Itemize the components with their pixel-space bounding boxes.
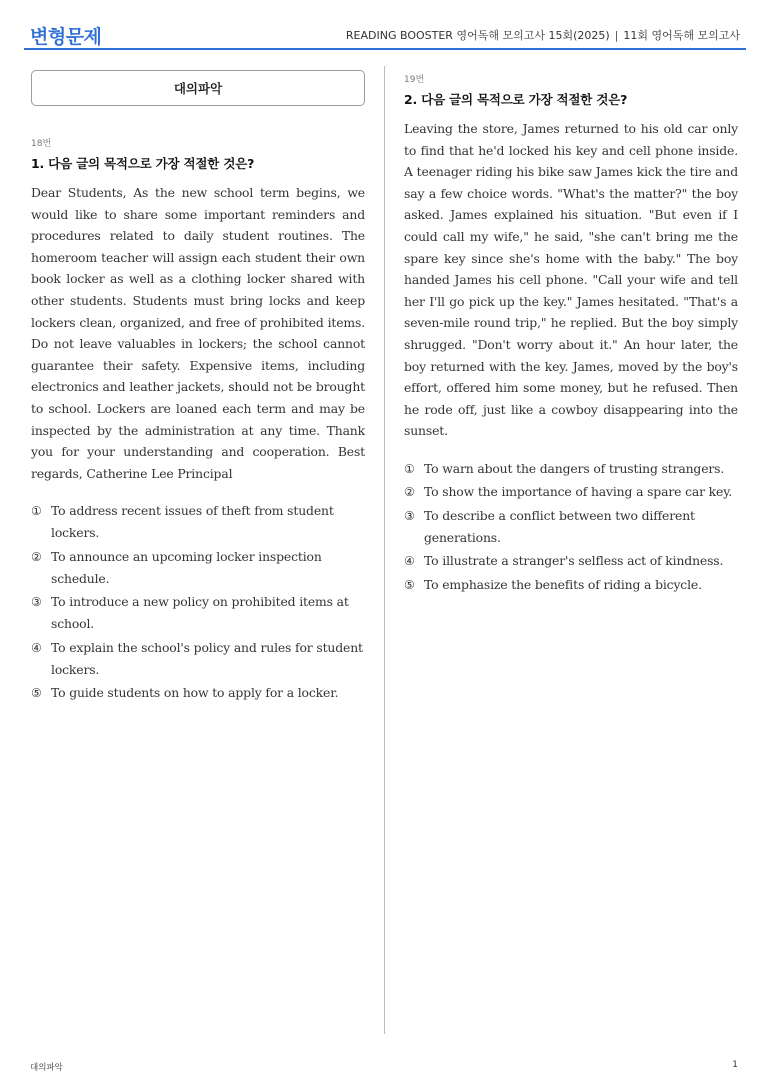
question-passage: Leaving the store, James returned to his old car only to find that he'd locked his key and cell phone inside. A teenager riding his bike saw James kick the tire and say a few choice words. "What's the matter?" the boy asked. James explained his situation. "But even if I could call my wife," he said, "she can't bring me the spare key since she's home with the baby." The boy handed James his cell phone. "Call your wife and tell her I'll go pick up the key." James hesitated. "That's a seven-mile round trip," he replied. But the boy simply shrugged. "Don't worry about it." An hour later, the boy returned with the key. James, moved by the boy's effort, offered him some money, but he refused. Then he rode off, just like a cowboy disappearing into the sunset. [404, 121, 738, 439]
choice-marker: ③ [404, 508, 415, 523]
exam-title: READING BOOSTER 영어독해 모의고사 15회(2025) [345, 29, 610, 42]
answer-choice[interactable] [404, 505, 738, 549]
question-number-label: 18번 [31, 139, 52, 149]
answer-choice[interactable] [31, 682, 365, 704]
answer-choice[interactable] [404, 458, 738, 480]
left-column [31, 70, 365, 706]
choice-marker: ① [31, 504, 42, 519]
answer-choice[interactable] [404, 481, 738, 503]
answer-choice[interactable] [31, 500, 365, 544]
choice-marker: ② [404, 485, 415, 500]
choice-marker: ⑤ [404, 577, 415, 592]
choice-marker: ⑤ [31, 686, 42, 701]
choice-text: To explain the school's policy and rules for student lockers. [51, 639, 363, 677]
choice-marker: ③ [31, 595, 42, 610]
answer-choice[interactable] [31, 637, 365, 681]
exam-subtitle: 11회 영어독해 모의고사 [623, 29, 740, 42]
choice-marker: ④ [31, 640, 42, 655]
answer-choices [31, 500, 365, 704]
choice-text: To warn about the dangers of trusting strangers. [424, 460, 725, 476]
choice-text: To introduce a new policy on prohibited items at school. [51, 594, 349, 632]
answer-choice[interactable] [31, 591, 365, 635]
section-label-box: 대의파악 [31, 70, 365, 106]
question-title: 1. 다음 글의 목적으로 가장 적절한 것은? [31, 156, 255, 171]
question-number-label: 19번 [404, 75, 425, 85]
choice-text: To guide students on how to apply for a locker. [51, 685, 339, 701]
answer-choice[interactable] [404, 574, 738, 596]
choice-text: To describe a conflict between two different generations. [424, 507, 695, 545]
choice-marker: ④ [404, 554, 415, 569]
choice-marker: ② [31, 549, 42, 564]
column-divider [384, 66, 385, 1034]
answer-choice[interactable] [31, 546, 365, 590]
choice-text: To announce an upcoming locker inspection schedule. [51, 548, 322, 586]
right-column [404, 70, 738, 597]
choice-text: To illustrate a stranger's selfless act of kindness. [424, 553, 724, 569]
choice-text: To emphasize the benefits of riding a bicycle. [424, 576, 702, 592]
question-passage: Dear Students, As the new school term begins, we would like to share some important reminders and procedures related to daily student routines. The homeroom teacher will assign each student their own book locker as well as a clothing locker shared with other students. Students must bring locks and keep lockers clean, organized, and free of prohibited items. Do not leave valuables in lockers; the school cannot guarantee their safety. Expensive items, including electronics and leather jackets, should not be brought to school. Lockers are loaned each term and may be inspected by the administration at any time. Thank you for your understanding and cooperation. Best regards, Catherine Lee Principal [31, 185, 365, 481]
answer-choice[interactable] [404, 550, 738, 572]
choice-marker: ① [404, 461, 415, 476]
header-info [346, 27, 740, 43]
page-header [24, 18, 746, 50]
answer-choices [404, 458, 738, 596]
choice-text: To address recent issues of theft from student lockers. [51, 503, 334, 541]
footer-section-label: 대의파악 [30, 1063, 63, 1073]
brand-title: 변형문제 [30, 26, 102, 48]
page-number: 1 [732, 1060, 738, 1070]
question-title: 2. 다음 글의 목적으로 가장 적절한 것은? [404, 92, 628, 107]
header-separator: | [614, 29, 619, 42]
choice-text: To show the importance of having a spare car key. [424, 484, 733, 500]
